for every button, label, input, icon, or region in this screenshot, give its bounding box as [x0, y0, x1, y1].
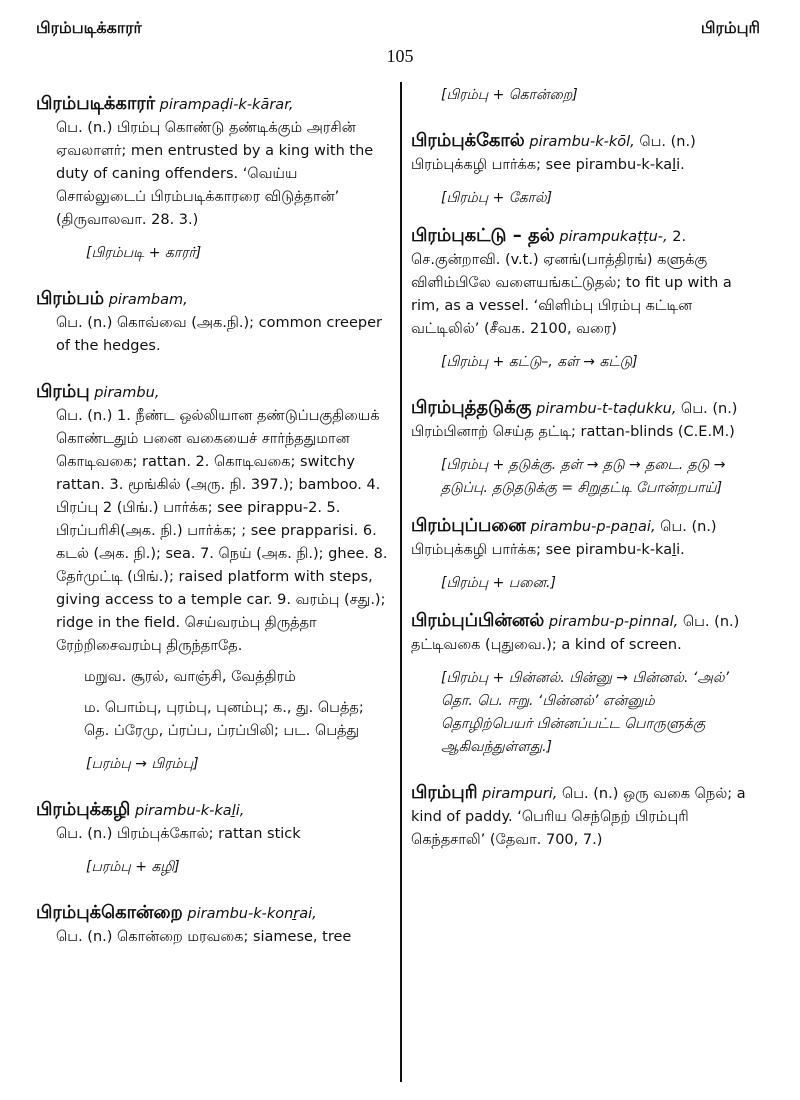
headword: பிரம்பம் [36, 288, 105, 309]
transliteration: pirampukaṭṭu-, [559, 229, 668, 245]
transliteration: pirampaḍi-k-kārar, [159, 97, 294, 113]
entry-pirambuppinnal [411, 609, 749, 657]
entry-pirambukattudal [411, 224, 749, 341]
transliteration: pirambu-k-konṟai, [187, 906, 317, 922]
etymology: [பிரம்பு + கட்டு–, கள் → கட்டு] [441, 354, 638, 370]
etymology: [பிரம்பு + தடுக்கு. தள் → தடு → தடை. தடு → தடுப்பு. தடுதடுக்கு = சிறுதட்டி போன்றபாய்] [441, 457, 726, 496]
entry-pirambukkol [411, 129, 749, 177]
definition: 2. செ.குன்றாவி. (v.t.) ஏனங்(பாத்திரங்) களுக்கு விளிம்பிலே வளையங்கட்டுதல்; to fit up with a rim, as a vessel. ‘விளிம்பு பிரம்பு கட்டின வட்டிலில்’ (சீவக. 2100, வரை) [411, 229, 732, 337]
entry-pirambu [36, 380, 388, 658]
synonyms: மறுவ. சூரல், வாஞ்சி, வேத்திரம் [84, 669, 296, 685]
entry-pirampadikkarar [36, 92, 388, 232]
headword: பிரம்புக்கழி [36, 799, 131, 820]
entry-pirambukkonrai [36, 901, 388, 949]
entry-pirambuttadukku [411, 396, 749, 444]
definition: பெ. (n.) பிரம்புக்கோல்; rattan stick [56, 826, 301, 842]
headword: பிரம்புரி [411, 782, 478, 803]
entry-pirambam [36, 287, 388, 358]
definition: பெ. (n.) தட்டிவகை (புதுவை.); a kind of screen. [411, 614, 740, 653]
headword: பிரம்புக்கோல் [411, 130, 525, 151]
definition: பெ. (n.) பிரம்புக்கழி பார்க்க; see pirambu-k-kaḻi. [411, 519, 717, 558]
etymology: [பரம்பு + கழி] [86, 859, 180, 875]
headword: பிரம்புப்பனை [411, 515, 526, 536]
etymology: [பிரம்பு + கொன்றை] [441, 87, 578, 103]
transliteration: pirambu-k-kōl, [529, 134, 635, 150]
cognates: ம. பொம்பு, புரம்பு, புனம்பு; க., து. பெத்த; தெ. ப்ரேமு, ப்ரப்ப, ப்ரப்பிலி; பட. பெத்து [84, 700, 364, 739]
transliteration: pirambu-k-kaḻi, [134, 803, 245, 819]
transliteration: pirambam, [108, 292, 188, 308]
headword: பிரம்புகட்டு – தல் [411, 225, 555, 246]
column-divider [400, 82, 402, 1082]
headword: பிரம்புக்கொன்றை [36, 902, 183, 923]
left-column [36, 92, 388, 949]
etymology: [பிரம்பு + பின்னல். பின்னு → பின்னல். ‘அல்’ தொ. பெ. ஈறு. ‘பின்னல்’ என்னும் தொழிற்பெயர் பின்னப்பட்ட பொருளுக்கு ஆகிவந்துள்ளது.] [441, 670, 729, 755]
transliteration: pirambu-p-pinnal, [548, 614, 679, 630]
etymology: [பிரம்படி + காரர்] [86, 245, 202, 261]
definition: பெ. (n.) ஒரு வகை நெல்; a kind of paddy. ‘பெரிய செந்நெற் பிரம்புரி கெந்தசாலி’ (தேவா. 700, 7.) [411, 786, 746, 848]
right-column [411, 84, 749, 852]
headword: பிரம்புத்தடுக்கு [411, 397, 532, 418]
definition: பெ. (n.) பிரம்புக்கழி பார்க்க; see pirambu-k-kaḻi. [411, 134, 696, 173]
etymology: [பிரம்பு + கோல்] [441, 190, 553, 206]
running-head-right: பிரம்புரி [700, 18, 760, 37]
entry-pirambukkazhi [36, 798, 388, 846]
etymology: [பரம்பு → பிரம்பு] [86, 756, 199, 772]
definition: பெ. (n.) கொன்றை மரவகை; siamese, tree [56, 929, 352, 945]
entry-pirampuri [411, 781, 749, 852]
definition: பெ. (n.) பிரம்பு கொண்டு தண்டிக்கும் அரசின் ஏவலாளர்; men entrusted by a king with the duty of caning offenders. ‘வெய்ய சொல்லுடைப் பிரம்படிக்காரரை விடுத்தான்’ (திருவாலவா. 28. 3.) [56, 120, 374, 228]
entry-pirambuppanai [411, 514, 749, 562]
transliteration: pirambu-t-taḍukku, [536, 401, 677, 417]
headword: பிரம்புப்பின்னல் [411, 610, 545, 631]
definition: பெ. (n.) பிரம்பினாற் செய்த தட்டி; rattan-blinds (C.E.M.) [411, 401, 738, 440]
running-head-left: பிரம்படிக்காரர் [36, 18, 142, 37]
page-number: 105 [386, 46, 414, 66]
transliteration: pirambu-p-paṉai, [530, 519, 656, 535]
headword: பிரம்பு [36, 381, 90, 402]
definition: பெ. (n.) கொவ்வை (அக.நி.); common creeper of the hedges. [56, 315, 382, 354]
transliteration: pirambu, [94, 385, 160, 401]
definition: பெ. (n.) 1. நீண்ட ஒல்லியான தண்டுப்பகுதியைக் கொண்டதும் பனை வகையைச் சார்ந்ததுமான கொடிவகை; rattan. 2. கொடிவகை; switchy rattan. 3. மூங்கில் (அரு. நி. 397.); bamboo. 4. பிரப்பு 2 (பிங்.) பார்க்க; see pirappu-2. 5. பிரப்பரிசி(அக. நி.) பார்க்க; ; see prapparisi. 6. கடல் (அக. நி.); sea. 7. நெய் (அக. நி.); ghee. 8. தேர்முட்டி (பிங்.); raised platform with steps, giving access to a temple car. 9. வரம்பு (சது.); ridge in the field. செய்வரம்பு திருத்தா ரேற்றிசைவரம்பு திருந்தாதே. [56, 408, 388, 654]
headword: பிரம்படிக்காரர் [36, 93, 156, 114]
etymology: [பிரம்பு + பனை.] [441, 575, 556, 591]
transliteration: pirampuri, [482, 786, 558, 802]
